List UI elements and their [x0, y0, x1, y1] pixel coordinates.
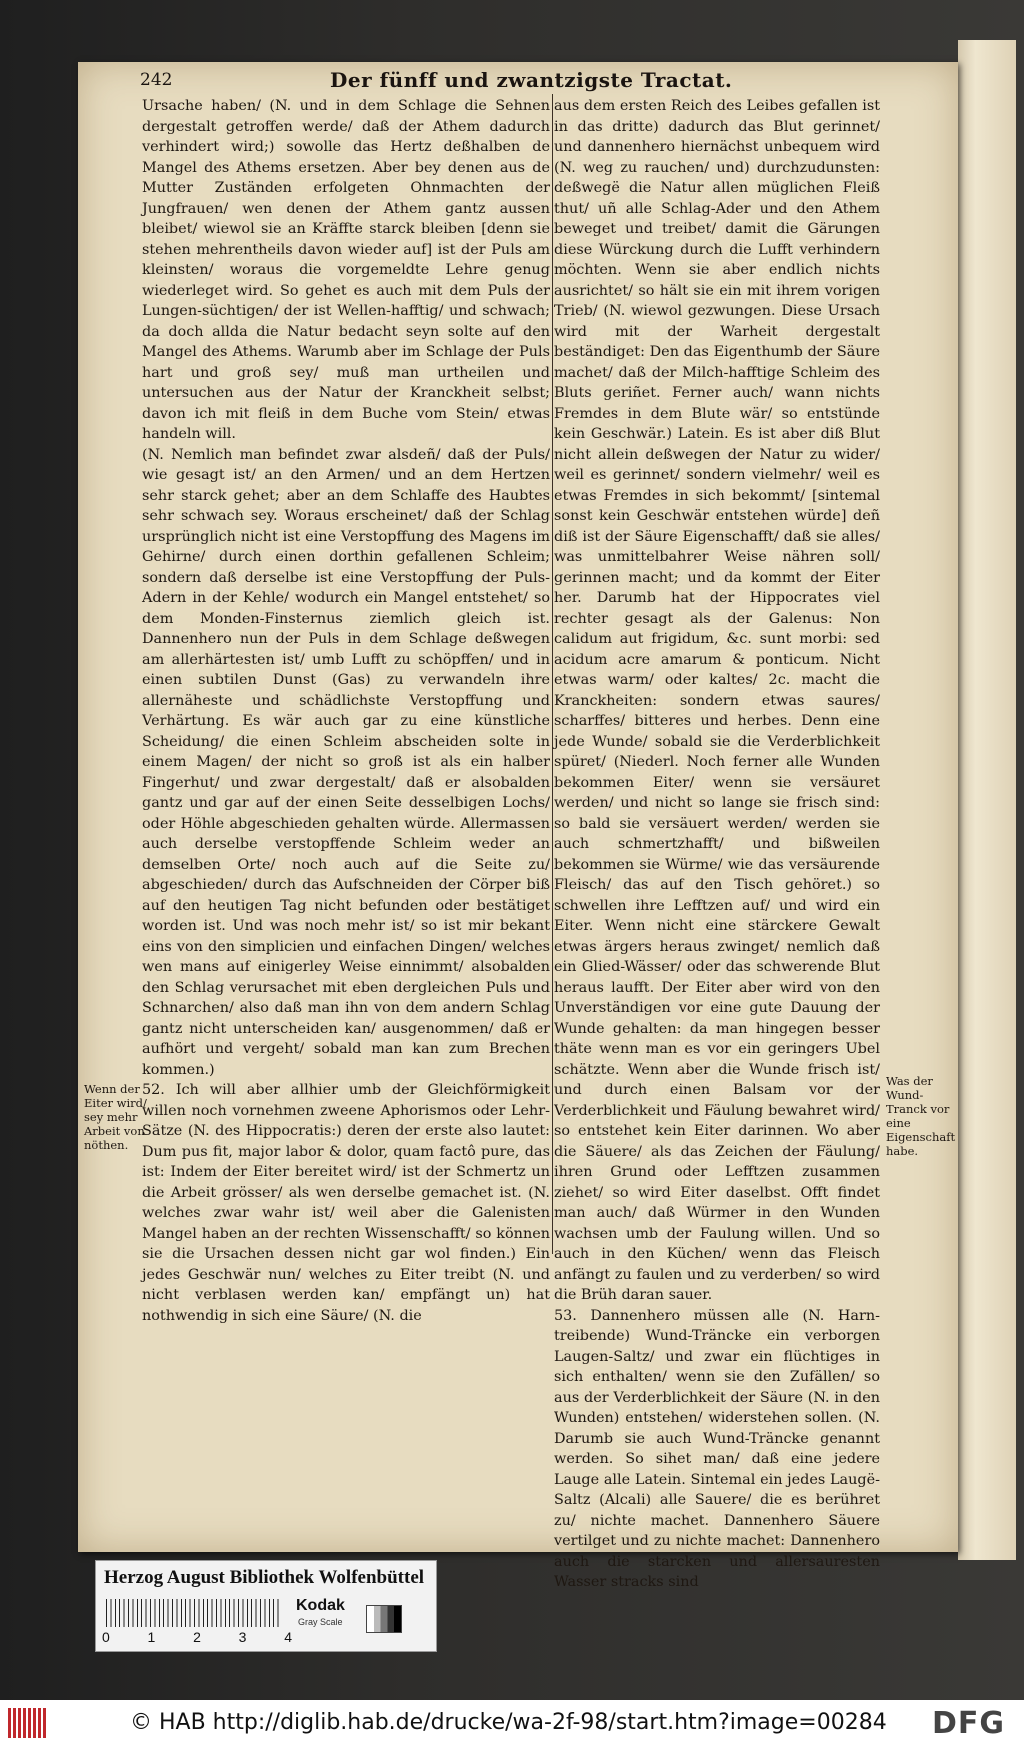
footer-bar	[0, 1700, 1024, 1745]
ruler-scale	[106, 1599, 282, 1627]
running-header: Der fünff und zwantzigste Tractat.	[330, 68, 733, 92]
paragraph: 52. Ich will aber allhier umb der Gleichförmigkeit willen noch vornehmen zweene Aphorismos oder Lehr-Sätze (N. des Hippocratis:) deren der erste also lautet: Dum pus fit, major labor & dolor, quam factô pure, das ist: Indem der Eiter bereitet wird/ ist der Schmertz un die Arbeit grösser/ als wen derselbe gemachet ist. (N. welches zwar wahr ist/ weil aber die Galenisten Mangel haben an der rechten Wissenschafft/ so können sie die Ursachen dessen nicht gar wol finden.) Ein jedes Geschwär nun/ welches zu Eiter treibt (N. und nicht verblasen werden kan/ empfängt un) hat nothwendig in sich eine Säure/ (N. die	[142, 1082, 550, 1324]
paragraph: aus dem ersten Reich des Leibes gefallen ist in das dritte) dadurch das Blut gerinnet/ und dannenhero hiernächst unbequem wird (N. weg zu rauchen/ und) durchzudunsten: deßwegë die Natur allen müglichen Fleiß thut/ uñ alle Schlag-Ader und den Athem beweget und treibet/ damit die Gärungen diese Würckung durch die Lufft verhindern möchten. Wenn sie aber endlich nichts ausrichtet/ so hält sie ein mit ihrem vorigen Trieb/ (N. wiewol gezwungen. Diese Ursach wird mit der Warheit dergestalt beständiget: Den das Eigenthumb der Säure machet/ daß der Milch-hafftige Schleim des Bluts geriñet. Ferner auch/ wann nichts Fremdes in dem Blute wär/ so entstünde kein Geschwär.) Latein. Es ist aber diß Blut nicht allein deßwegen der Natur zu wider/ weil es gerinnet/ sondern vielmehr/ weil es etwas Fremdes in sich bekommt/ [sintemal sonst kein Geschwär entstehen würde] deñ diß ist der Säure Eigenschafft/ daß sie alles/ was unmittelbahrer Weise nähren soll/ gerinnen macht; und da kommt der Eiter her. Darumb hat der Hippocrates viel rechter gesagt als der Galenus: Non calidum aut frigidum, &c. sunt morbi: sed acidum acre amarum & ponticum. Nicht etwas warm/ oder kaltes/ 2c. macht die Kranckheiten: sondern etwas saures/ scharffes/ bitteres und herbes. Denn eine jede Wunde/ sobald sie die Verderblichkeit spüret/ (Niederl. Noch ferner alle Wunden bekommen Eiter/ wenn sie versäuret werden/ und nicht so lange sie frisch sind: so bald sie versäuert werden/ werden sie auch schmertzhafft/ und bißweilen bekommen sie Würme/ wie das versäurende Fleisch/ das auf den Tisch gehöret.) so schwellen ihre Lefftzen auf/ und wird ein Eiter. Wenn nicht eine stärckere Gewalt etwas ärgers heraus zwinget/ nemlich daß ein Glied-Wässer/ oder das schwerende Blut heraus laufft. Der Eiter aber wird von den Unverständigen vor eine gute Dauung der Wunde gehalten: da man hingegen besser thäte wenn man es vor ein geringers Ubel schätzte. Wenn aber die Wunde frisch ist/ und durch einen Balsam vor der Verderblichkeit und Fäulung bewahret wird/ so entstehet kein Eiter darinnen. Wo aber die Säuere/ als das Zeichen der Fäulung/ ihren Grund oder Lefftzen zusammen ziehet/ so wird Eiter daselbst. Offt findet man auch/ daß Würmer in den Wunden wachsen umb der Faulung willen. Und so auch in den Küchen/ wenn das Fleisch anfängt zu faulen und zu verderben/ so wird die Brüh daran sauer.	[554, 98, 880, 1303]
library-name: Herzog August Bibliothek Wolfenbüttel	[104, 1567, 425, 1588]
page-number: 242	[140, 70, 173, 90]
paragraph: (N. Nemlich man befindet zwar alsdeñ/ daß der Puls/ wie gesagt ist/ an den Armen/ und an dem Hertzen sehr starck gehet; aber an dem Schlaffe des Haubtes sehr schwach sey. Woraus erscheinet/ daß der Schlag ursprünglich nicht ist eine Verstopffung des Magens im Gehirne/ durch einen dorthin gefallenen Schleim; sondern daß derselbe ist eine Verstopffung der Puls-Adern in der Kehle/ wodurch ein Mangel entstehet/ so dem Monden-Finsternus ziemlich gleich ist. Dannenhero nun der Puls in dem Schlage deßwegen am allerhärtesten ist/ umb Lufft zu schöpffen/ und in einen subtilen Dunst (Gas) zu verwandeln ihre allernäheste und schädlichste Verstopffung und Verhärtung. Es wär auch gar zu eine künstliche Scheidung/ die einen Schleim abscheiden solte in einem Magen/ der nicht so groß ist als ein halber Fingerhut/ und zwar dergestalt/ daß er alsobalden gantz und gar auf der einen Seite desselbigen Lochs/ oder Höhle abgeschieden gehalten würde. Allermassen auch derselbe verstopffende Schleim weder an demselben Orte/ noch auch auf die Seite zu/ abgeschieden/ durch das Aufschneiden der Cörper biß auf den heutigen Tag nicht befunden oder bestätiget worden ist. Und was noch mehr ist/ so ist mir bekant eins von den simplicien und einfachen Dingen/ welches wen mans auf einigerley Weise einnimmt/ alsobalden den Schlag verursachet mit eben dergleichen Puls und Schnarchen/ also daß man ihn von dem andern Schlag gantz nicht unterscheiden kan/ ausgenommen/ daß er aufhört und vergeht/ sobald man kan zum Brechen kommen.)	[142, 446, 550, 1078]
ruler-number: 0	[102, 1629, 110, 1645]
right-text-column	[554, 96, 880, 1593]
library-label	[95, 1560, 437, 1652]
ruler-number: 2	[193, 1629, 201, 1645]
ruler-number: 3	[238, 1629, 247, 1645]
kodak-label: Kodak	[296, 1597, 345, 1614]
paragraph: 53. Dannenhero müssen alle (N. Harn-treibende) Wund-Träncke ein verborgen Laugen-Saltz/ und zwar ein flüchtiges in sich enthalten/ wenn sie den Zufällen/ so aus der Verderblichkeit der Säure (N. in den Wunden) entstehen/ widerstehen sollen. (N. Darumb sie auch Wund-Träncke genannt werden. So sihet man/ daß eine jedere Lauge alle Latein. Sintemal ein jedes Laugë-Saltz (Alcali) alle Sauere/ die es berühret zu/ nichte machet. Dannenhero Säuere vertilget und zu nichte machet: Dannenhero auch die starcken und allersauresten Wasser stracks sind	[554, 1307, 880, 1590]
ruler-numbers	[102, 1629, 292, 1645]
ruler-number: 4	[284, 1629, 292, 1645]
ruler-number: 1	[147, 1629, 156, 1645]
grayscale-label: Gray Scale	[298, 1617, 343, 1627]
gray-swatch	[366, 1605, 402, 1633]
left-margin-note: Wenn der Eiter wird/ sey mehr Arbeit von nöthen.	[84, 1082, 147, 1152]
source-link[interactable]: © HAB http://diglib.hab.de/drucke/wa-2f-98/start.htm?image=00284	[130, 1710, 887, 1735]
dfg-logo: DFG	[932, 1706, 1006, 1741]
column-divider	[552, 94, 553, 1254]
hab-logo-icon	[8, 1708, 46, 1738]
paragraph: Ursache haben/ (N. und in dem Schlage die Sehnen dergestalt getroffen werde/ daß der Athem dadurch verhindert wird;) sowolle das Hertz deßhalben de Mangel des Athems ersetzen. Aber bey denen aus de Mutter Zuständen erfolgeten Ohnmachten der Jungfrauen/ wen denen der Athem gantz aussen bleibet/ wiewol sie an Kräffte starck bleiben [denn sie stehen mehrentheils davon wieder auf] ist der Puls am kleinsten/ woraus die vorgemeldte Lehre genug wiederleget wird. So gehet es auch mit dem Puls der Lungen-süchtigen/ der ist Wellen-hafftig/ und schwach; da doch allda die Natur bedacht seyn solte auf den Mangel des Athems. Warumb aber im Schlage der Puls hart und groß sey/ muß man urtheilen und untersuchen aus der Natur der Kranckheit selbst; davon ich mit fleiß in dem Buche vom Stein/ etwas handeln will.	[142, 98, 550, 442]
next-page-edge	[958, 40, 1016, 1560]
left-text-column	[142, 96, 550, 1326]
right-margin-note: Was der Wund-Tranck vor eine Eigenschaft habe.	[886, 1074, 956, 1158]
